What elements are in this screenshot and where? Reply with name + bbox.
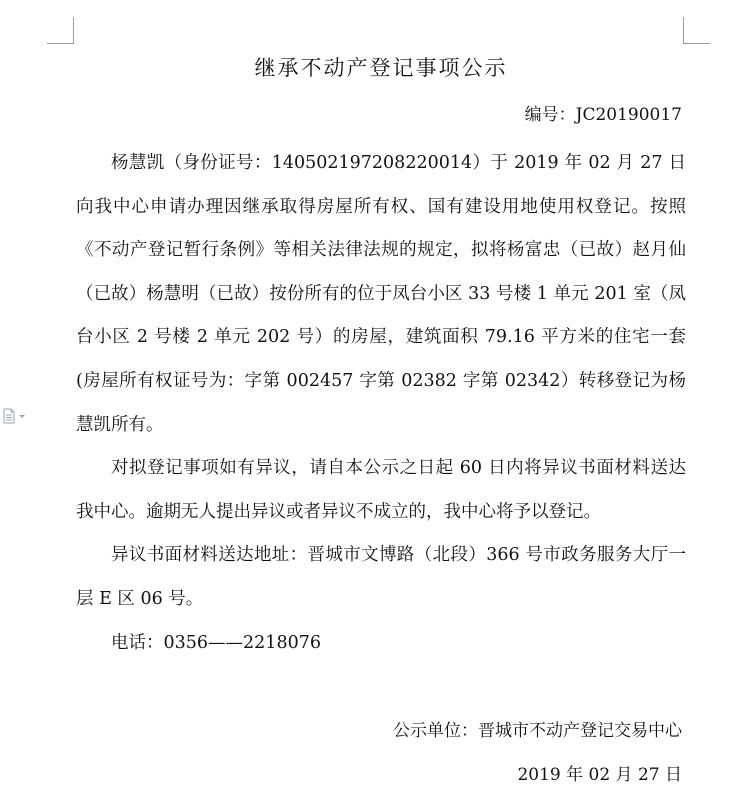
signature-date: 2019 年 02 月 27 日 — [517, 765, 682, 785]
document-body — [76, 142, 686, 665]
page-corner-mark-top-right — [683, 17, 710, 44]
paragraph-phone: 电话：0356——2218076 — [111, 632, 321, 653]
paragraph-application: 杨慧凯（身份证号：140502197208220014）于 2019 年 02 月 27 日向我中心申请办理因继承取得房屋所有权、国有建设用地使用权登记。按照《不动产登记暂行条例》等相关法律法规的规定，拟将杨富忠（已故）赵月仙（已故）杨慧明（已故）按份所有的位于凤台小区 33 号楼 1 单元 201 室（凤台小区 2 号楼 2 单元 202 号）的房屋，建筑面积 79.16 平方米的住宅一套(房屋所有权证号为：字第 002457 字第 02382 字第 02342）转移登记为杨慧凯所有。 — [76, 153, 686, 435]
paragraph-objection: 对拟登记事项如有异议，请自本公示之日起 60 日内将异议书面材料送达我中心。逾期无人提出异议或者异议不成立的，我中心将予以登记。 — [76, 458, 686, 522]
paragraph-address: 异议书面材料送达地址：晋城市文博路（北段）366 号市政务服务大厅一层 E 区 06 号。 — [76, 545, 686, 609]
document-icon[interactable] — [2, 408, 28, 424]
document-number: 编号：JC20190017 — [524, 105, 682, 125]
page-corner-mark-top-left — [47, 17, 74, 44]
signature-organization: 公示单位：晋城市不动产登记交易中心 — [393, 721, 682, 741]
document-title: 继承不动产登记事项公示 — [254, 56, 508, 80]
